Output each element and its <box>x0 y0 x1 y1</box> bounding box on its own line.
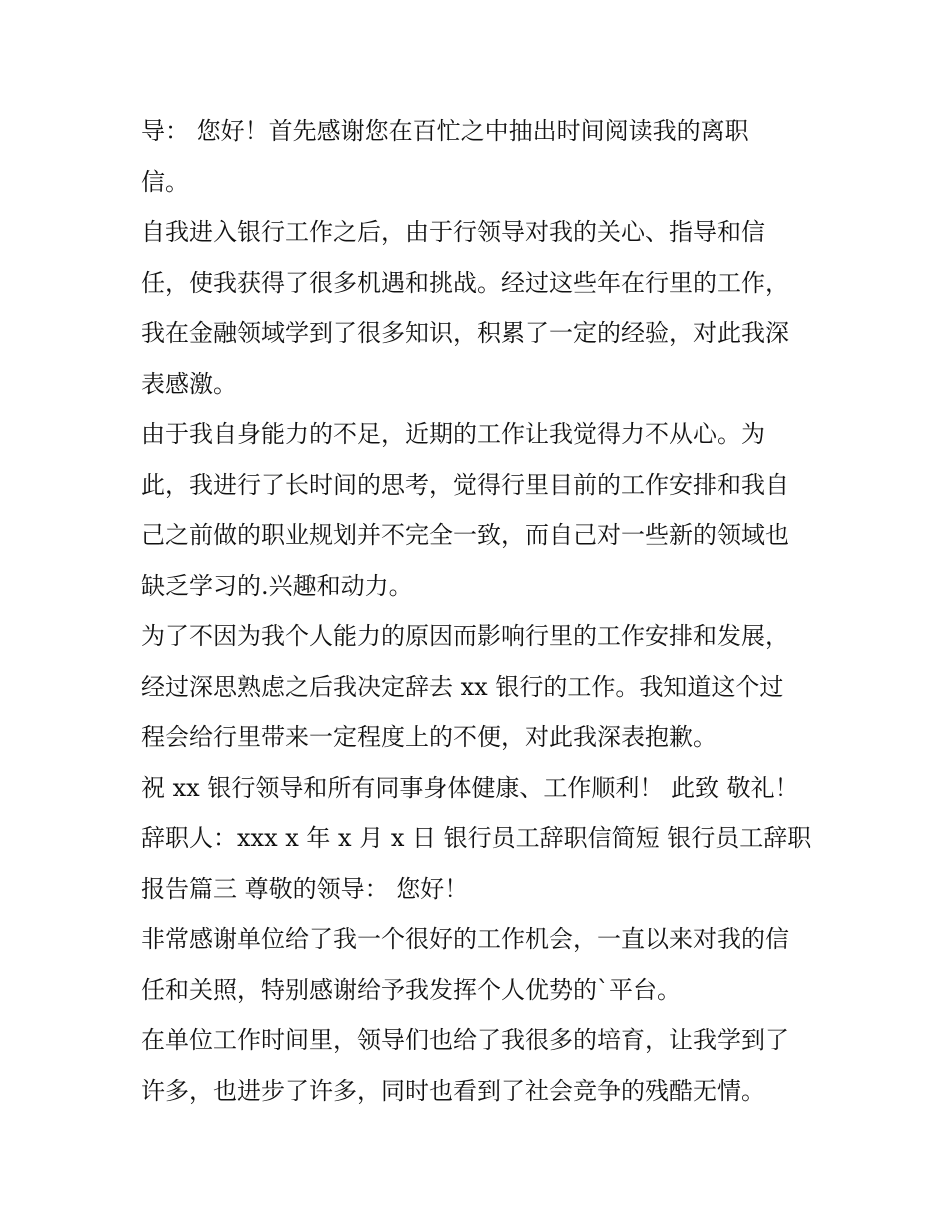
text-line: 信。 <box>141 167 189 196</box>
text-line: 此，我进行了长时间的思考，觉得行里目前的工作安排和我自 <box>141 470 789 499</box>
text-line: 任和关照，特别感谢给予我发挥个人优势的`平台。 <box>141 975 681 1004</box>
text-line: 程会给行里带来一定程度上的不便，对此我深表抱歉。 <box>141 723 717 751</box>
text-line: 祝 xx 银行领导和所有同事身体健康、工作顺利！ 此致 敬礼！ <box>141 773 799 802</box>
letter-body <box>141 106 821 1116</box>
text-line: 自我进入银行工作之后，由于行领导对我的关心、指导和信 <box>141 218 765 246</box>
text-line: 在单位工作时间里，领导们也给了我很多的培育，让我学到了 <box>141 1026 789 1054</box>
text-line: 导： 您好！首先感谢您在百忙之中抽出时间阅读我的离职 <box>141 117 749 145</box>
text-line: 己之前做的职业规划并不完全一致，而自己对一些新的领域也 <box>141 521 789 549</box>
text-line: 由于我自身能力的不足，近期的工作让我觉得力不从心。为 <box>141 420 765 448</box>
text-line: 许多，也进步了许多，同时也看到了社会竞争的残酷无情。 <box>141 1076 765 1105</box>
text-line: 为了不因为我个人能力的原因而影响行里的工作安排和发展， <box>141 622 789 650</box>
text-line: 经过深思熟虑之后我决定辞去 xx 银行的工作。我知道这个过 <box>141 672 784 701</box>
text-line: 非常感谢单位给了我一个很好的工作机会，一直以来对我的信 <box>141 925 789 953</box>
text-line: 辞职人：xxx x 年 x 月 x 日 银行员工辞职信简短 银行员工辞职 <box>141 824 812 852</box>
text-line: 缺乏学习的.兴趣和动力。 <box>141 571 413 600</box>
text-line: 我在金融领域学到了很多知识，积累了一定的经验，对此我深 <box>141 319 789 347</box>
text-line: 表感激。 <box>141 369 237 398</box>
text-line: 任，使我获得了很多机遇和挑战。经过这些年在行里的工作， <box>141 268 789 297</box>
text-line: 报告篇三 尊敬的领导： 您好！ <box>141 874 469 903</box>
